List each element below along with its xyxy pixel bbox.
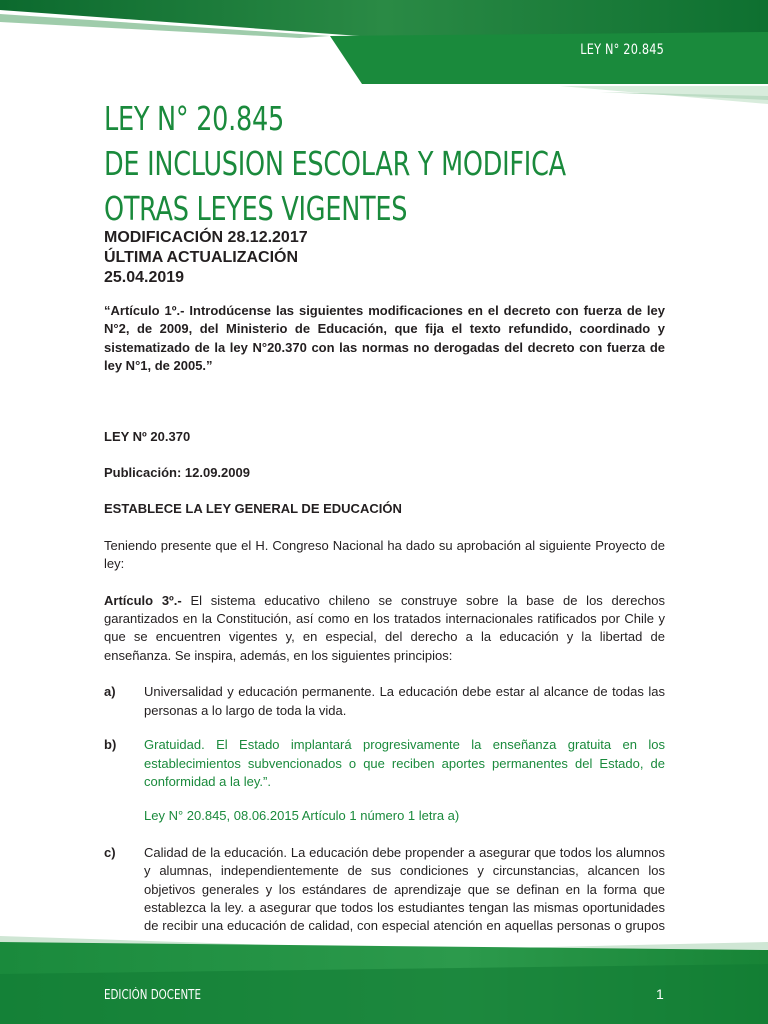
header-law-label: LEY N° 20.845 bbox=[580, 42, 664, 58]
title-line-3: OTRAS LEYES VIGENTES bbox=[104, 189, 408, 228]
item-label: c) bbox=[104, 844, 116, 860]
footer-edition: EDICIÓN DOCENTE bbox=[104, 988, 201, 1003]
document-body bbox=[104, 302, 665, 970]
section-heading: ESTABLECE LA LEY GENERAL DE EDUCACIÓN bbox=[104, 501, 402, 517]
item-text: Universalidad y educación permanente. La educación debe estar al alcance de todas las personas a lo largo de toda la vida. bbox=[144, 684, 665, 718]
article-3-text: El sistema educativo chileno se construye sobre la base de los derechos garantizados en la Constitución, así como en los tratados internacionales ratificados por Chile y que se encuentren vigentes y, en especial, del derecho a la educación y la libertad de enseñanza. Se inspira, además, en los siguientes principios: bbox=[104, 592, 665, 663]
item-text: Calidad de la educación. La educación debe propender a asegurar que todos los alumnos y alumnas, independientemente de sus condiciones y circunstancias, alcancen los objetivos generales y los estándares de aprendizaje que se definan en la forma que establezca la ley. a asegurar que todos los estudiantes tengan las mismas oportunidades de recibir una educación de calidad, con especial atención en aquellas personas o grupos bbox=[144, 844, 665, 934]
update-date: 25.04.2019 bbox=[104, 269, 185, 286]
intro-paragraph: Teniendo presente que el H. Congreso Nacional ha dado su aprobación al siguiente Proyecto de ley: bbox=[104, 537, 665, 572]
law-reference: LEY Nº 20.370 bbox=[104, 428, 191, 444]
item-label: a) bbox=[104, 684, 116, 700]
article-1-quote: “Artículo 1º.- Introdúcense las siguientes modificaciones en el decreto con fuerza de ley N°2, de 2009, del Ministerio de Educación, que fija el texto refundido, coordinado y sistematizado de la ley N°20.370 con las normas no derogadas del decreto con fuerza de ley N°1, de 2005.” bbox=[104, 303, 665, 374]
title-line-2: DE INCLUSION ESCOLAR Y MODIFICA bbox=[104, 144, 566, 183]
footer-decoration bbox=[0, 936, 768, 1024]
modification-dates bbox=[104, 228, 664, 288]
list-item-a bbox=[104, 683, 665, 720]
page-number: 1 bbox=[656, 986, 664, 1002]
amendment-note: Ley N° 20.845, 08.06.2015 Artículo 1 número 1 letra a) bbox=[144, 808, 460, 824]
document-title bbox=[104, 96, 704, 231]
modification-line: MODIFICACIÓN 28.12.2017 bbox=[104, 229, 308, 246]
item-label: b) bbox=[104, 737, 117, 753]
item-text: Gratuidad. El Estado implantará progresivamente la enseñanza gratuita en los establecimientos subvencionados o que reciben aportes permanentes del Estado, de conformidad a la ley.”. bbox=[144, 737, 665, 789]
footer-banner bbox=[0, 936, 768, 1024]
update-label: ÚLTIMA ACTUALIZACIÓN bbox=[104, 249, 299, 266]
list-item-b bbox=[104, 736, 665, 791]
publication-date: Publicación: 12.09.2009 bbox=[104, 465, 250, 481]
header-banner bbox=[0, 0, 768, 105]
article-3-paragraph bbox=[104, 592, 665, 666]
title-line-1: LEY N° 20.845 bbox=[104, 99, 284, 138]
article-3-label: Artículo 3º.- bbox=[104, 592, 182, 608]
